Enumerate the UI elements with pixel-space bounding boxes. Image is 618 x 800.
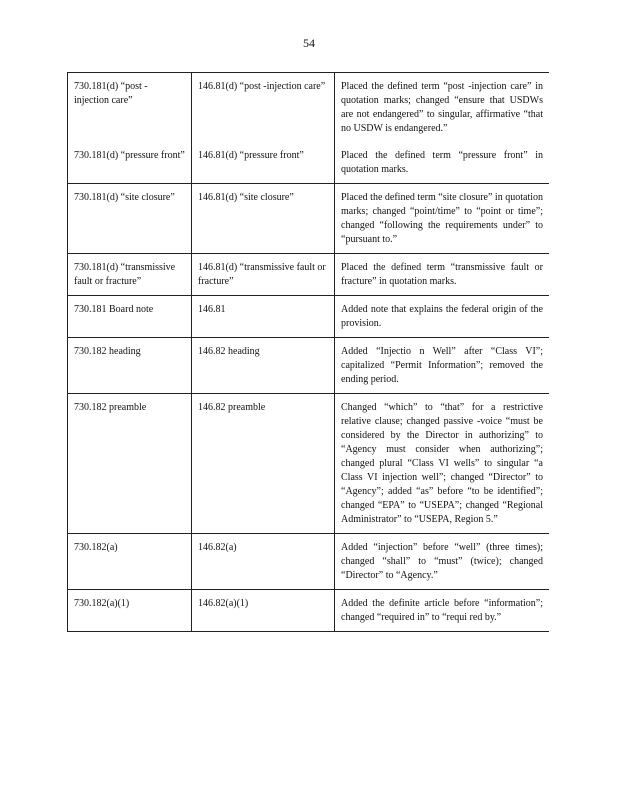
illinois-section-cell: 730.181(d) “site closure” xyxy=(68,184,192,254)
table-row xyxy=(68,394,550,534)
federal-section-cell: 146.81(d) “post -injection care” xyxy=(192,73,335,143)
table-row xyxy=(68,184,550,254)
federal-section-cell: 146.82(a)(1) xyxy=(192,590,335,632)
federal-section-cell: 146.81 xyxy=(192,296,335,338)
explanation-cell: Placed the defined term “transmissive fault or fracture” in quotation marks. xyxy=(335,254,550,296)
illinois-section-cell: 730.181 Board note xyxy=(68,296,192,338)
page-number: 54 xyxy=(303,36,315,50)
explanation-cell: Added “injection” before “well” (three times); changed “shall” to “must” (twice); changed “Director” to “Agency.” xyxy=(335,534,550,590)
federal-section-cell: 146.82 preamble xyxy=(192,394,335,534)
table-row xyxy=(68,73,550,143)
illinois-section-cell: 730.182(a)(1) xyxy=(68,590,192,632)
federal-section-cell: 146.82(a) xyxy=(192,534,335,590)
explanation-cell: Changed “which” to “that” for a restrictive relative clause; changed passive -voice “must be considered by the Director in authorizing” to “Agency must consider when authorizing”; changed plural “Class VI wells” to singular “a Class VI injection well”; changed “Director” to “Agency”; added “as” before “to be identified”; changed “EPA” to “USEPA”; changed “Regional Administrator” to “USEPA, Region 5.” xyxy=(335,394,550,534)
explanation-cell: Placed the defined term “site closure” in quotation marks; changed “point/time” to “point or time”; changed “following the requirements under” to “pursuant to.” xyxy=(335,184,550,254)
explanation-cell: Added note that explains the federal origin of the provision. xyxy=(335,296,550,338)
table-row xyxy=(68,590,550,632)
federal-section-cell: 146.81(d) “site closure” xyxy=(192,184,335,254)
illinois-section-cell: 730.182 preamble xyxy=(68,394,192,534)
explanation-cell: Placed the defined term “post -injection care” in quotation marks; changed “ensure that USDWs are not endangered” to singular, affirmative “that no USDW is endangered.” xyxy=(335,73,550,143)
illinois-section-cell: 730.181(d) “pressure front” xyxy=(68,142,192,184)
explanation-cell: Added “Injectio n Well” after “Class VI”; capitalized “Permit Information”; removed the ending period. xyxy=(335,338,550,394)
illinois-section-cell: 730.182 heading xyxy=(68,338,192,394)
federal-section-cell: 146.81(d) “pressure front” xyxy=(192,142,335,184)
derivation-table-body xyxy=(68,73,550,632)
table-row xyxy=(68,142,550,184)
explanation-cell: Placed the defined term “pressure front” in quotation marks. xyxy=(335,142,550,184)
table-row xyxy=(68,254,550,296)
illinois-section-cell: 730.181(d) “post - injection care” xyxy=(68,73,192,143)
table-row xyxy=(68,296,550,338)
illinois-section-cell: 730.181(d) “transmissive fault or fracture” xyxy=(68,254,192,296)
federal-section-cell: 146.82 heading xyxy=(192,338,335,394)
explanation-cell: Added the definite article before “information”; changed “required in” to “requi red by.” xyxy=(335,590,550,632)
illinois-section-cell: 730.182(a) xyxy=(68,534,192,590)
derivation-table xyxy=(67,72,549,632)
table-row xyxy=(68,534,550,590)
table-row xyxy=(68,338,550,394)
federal-section-cell: 146.81(d) “transmissive fault or fracture” xyxy=(192,254,335,296)
